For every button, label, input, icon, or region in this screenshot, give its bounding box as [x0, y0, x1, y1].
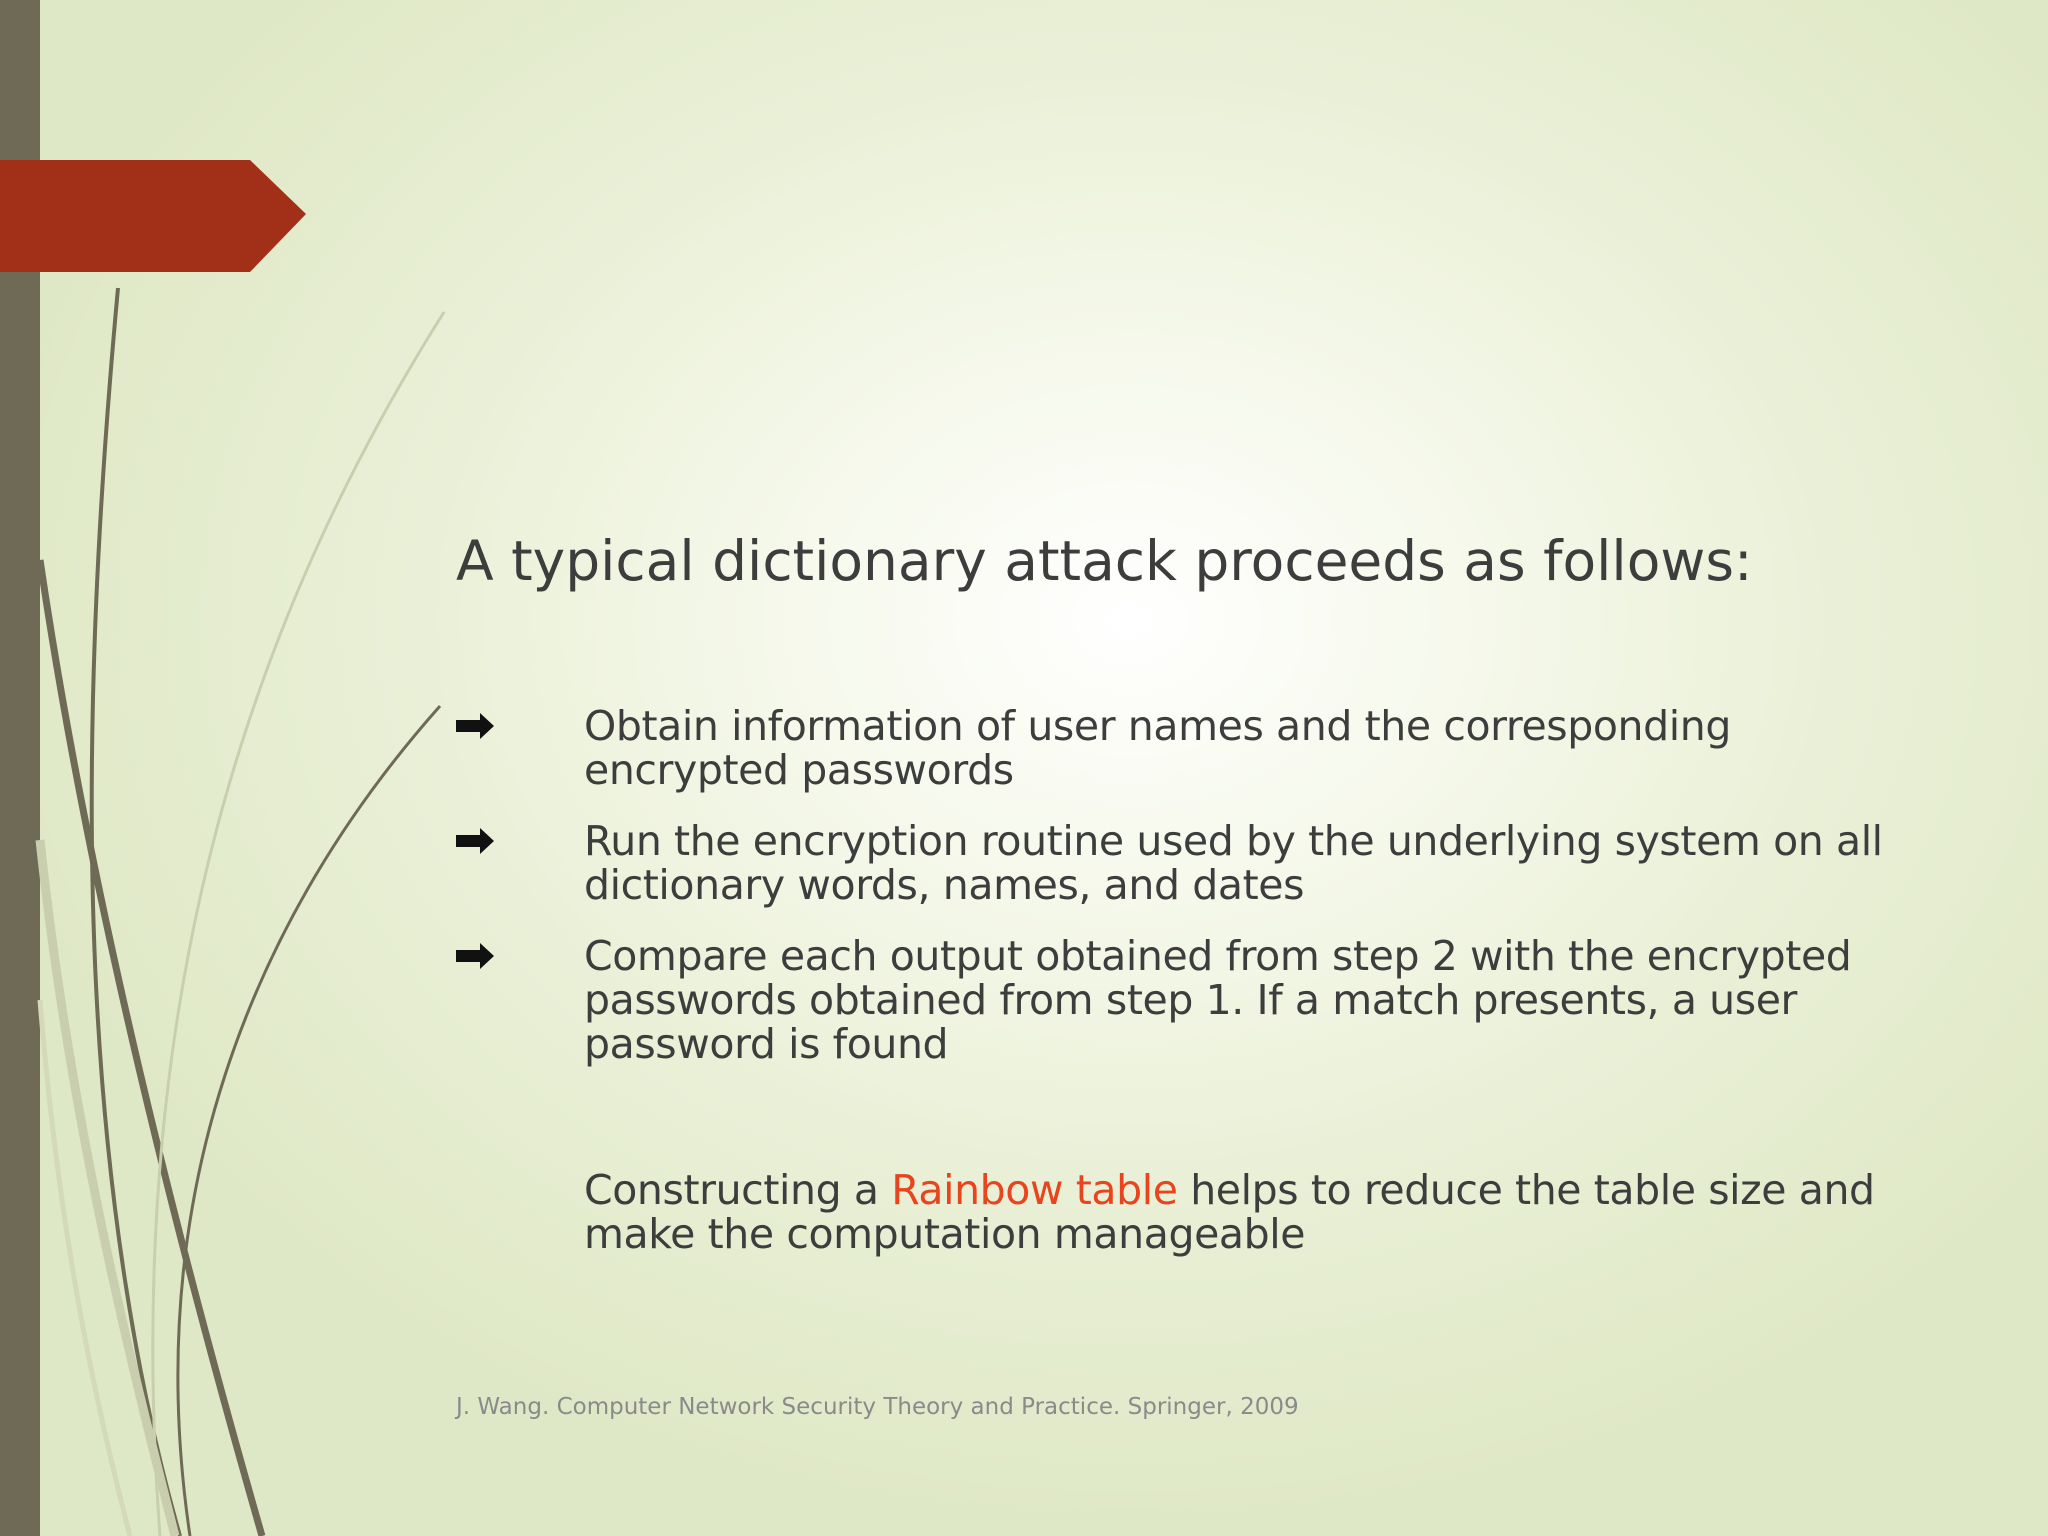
curve-light-3 — [40, 1000, 130, 1536]
arrow-bullet-icon — [456, 713, 494, 739]
citation-footer: J. Wang. Computer Network Security Theory and Practice. Springer, 2009 — [456, 1394, 1299, 1420]
arrow-bullet-icon — [456, 943, 494, 969]
slide-title: A typical dictionary attack proceeds as follows: — [456, 529, 1753, 593]
curve-dark-3 — [40, 560, 262, 1536]
decorative-curves — [40, 288, 444, 1536]
note-text-after: helps to reduce the table size and make the computation manageable — [584, 1166, 1875, 1258]
list-item — [456, 819, 1896, 907]
curve-light-1 — [153, 312, 444, 1536]
bullet-text: Obtain information of user names and the corresponding encrypted passwords — [584, 702, 1731, 794]
bullet-list — [456, 704, 1896, 1093]
bullet-text: Run the encryption routine used by the underlying system on all dictionary words, names, and dates — [584, 817, 1883, 909]
note-text-before: Constructing a — [584, 1166, 892, 1214]
list-item — [456, 934, 1896, 1066]
bullet-text: Compare each output obtained from step 2 with the encrypted passwords obtained from step 1. If a match presents, a user password is found — [584, 932, 1852, 1068]
list-item — [456, 704, 1896, 792]
rainbow-table-note — [584, 1168, 1984, 1256]
title-tab-arrow — [0, 160, 306, 272]
rainbow-table-highlight: Rainbow table — [891, 1166, 1178, 1214]
arrow-bullet-icon — [456, 828, 494, 854]
